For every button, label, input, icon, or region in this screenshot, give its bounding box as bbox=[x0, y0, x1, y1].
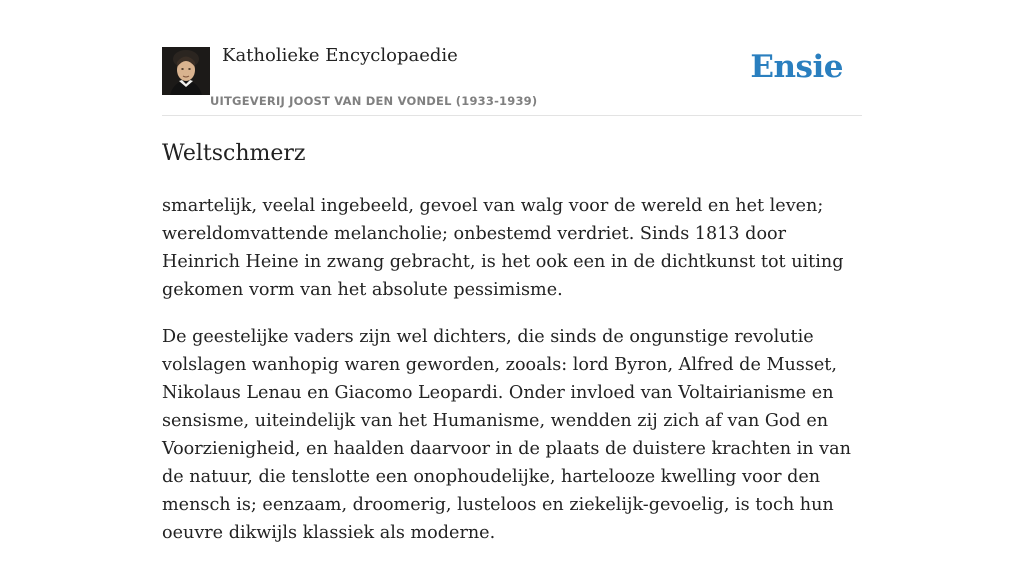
portrait-icon[interactable] bbox=[162, 47, 210, 95]
paragraph: smartelijk, veelal ingebeeld, gevoel van walg voor de wereld en het leven; wereldomvattende melancholie; onbestemd verdriet. Sinds 1813 door Heinrich Heine in zwang gebracht, is het ook een in de dichtkunst tot uiting gekomen vorm van het absolute pessimisme. bbox=[162, 196, 844, 300]
book-title[interactable]: Katholieke Encyclopaedie bbox=[222, 45, 458, 66]
ensie-logo[interactable]: Ensie bbox=[750, 49, 843, 85]
book-header bbox=[162, 0, 862, 116]
publisher-label: UITGEVERIJ JOOST VAN DEN VONDEL (1933-1939) bbox=[210, 94, 538, 108]
page-title: Weltschmerz bbox=[162, 141, 306, 166]
paragraph: De geestelijke vaders zijn wel dichters, die sinds de ongunstige revolutie volslagen wanhopig waren geworden, zooals: lord Byron, Alfred de Musset, Nikolaus Lenau en Giacomo Leopardi. Onder invloed van Voltairianisme en sensisme, uiteindelijk van het Humanisme, wendden zij zich af van God en Voorzienigheid, en haalden daarvoor in de plaats de duistere krachten in van de natuur, die tenslotte een onophoudelijke, hartelooze kwelling voor den mensch is; eenzaam, droomerig, lusteloos en ziekelijk-gevoelig, is toch hun oeuvre dikwijls klassiek als moderne. bbox=[162, 327, 851, 543]
article-body bbox=[162, 192, 862, 566]
content-column bbox=[162, 0, 862, 543]
